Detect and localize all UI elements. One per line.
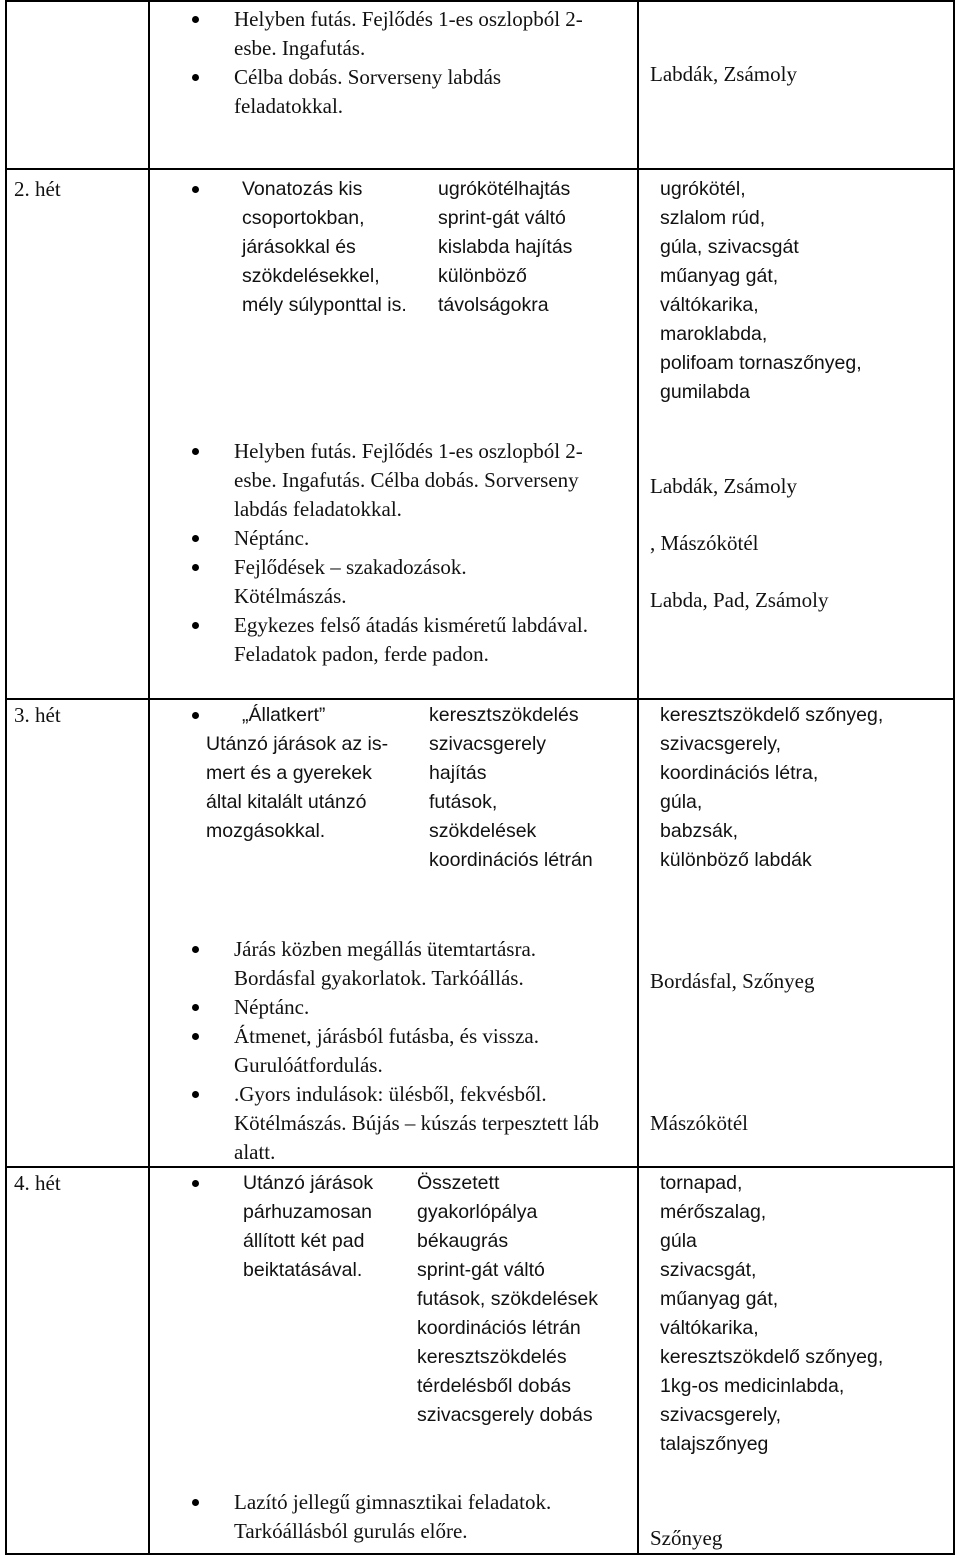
list-item: [192, 1488, 622, 1546]
exercise-line: térdelésből dobás: [417, 1375, 571, 1397]
week-label-text: 2. hét: [14, 177, 61, 201]
equipment-list: [660, 701, 950, 875]
exercise-line: futások,: [429, 791, 498, 813]
equipment-list: [660, 1169, 950, 1459]
activity-item-text: .Gyors indulások: ülésből, fekvésből. Kötélmászás. Bújás – kúszás terpesztett láb alatt.: [234, 1082, 600, 1164]
activity-list: [192, 1488, 632, 1546]
exercise-list: [438, 175, 633, 320]
activity-line: Utánzó járások az is-: [206, 733, 389, 755]
table-border-right: [953, 0, 955, 1555]
table-border-left: [5, 0, 7, 1555]
list-item: [192, 701, 422, 730]
exercise-line: szivacsgerely dobás: [417, 1404, 593, 1426]
equipment-line: szivacsgerely,: [660, 733, 782, 755]
list-item: [192, 437, 622, 524]
equipment-line: keresztszökdelő szőnyeg,: [660, 1346, 884, 1368]
exercise-list: [417, 1169, 635, 1430]
equipment-line: koordinációs létra,: [660, 762, 819, 784]
activity-item-text: Utánzó járások párhuzamosan állított két pad beiktatásával.: [243, 1172, 374, 1281]
equipment-line: szivacsgerely,: [660, 1404, 782, 1426]
activity-item-text: Átmenet, járásból futásba, és vissza. Gurulóátfordulás.: [234, 1024, 539, 1077]
week-label-text: 3. hét: [14, 703, 61, 727]
exercise-list: [429, 701, 634, 875]
exercise-line: futások, szökdelések: [417, 1288, 599, 1310]
week-label: [14, 701, 61, 730]
equipment-line: műanyag gát,: [660, 1288, 779, 1310]
equipment-line: mérőszalag,: [660, 1201, 767, 1223]
activity-list: [192, 5, 632, 121]
equipment-line: ugrókötél,: [660, 178, 746, 200]
exercise-line: keresztszökdelés: [429, 704, 579, 726]
activity-item-text: Helyben futás. Fejlődés 1-es oszlopból 2-esbe. Ingafutás.: [234, 7, 583, 60]
list-item: [192, 553, 532, 611]
equipment-cell: [650, 967, 950, 1138]
equipment-line: gúla, szivacsgát: [660, 236, 799, 258]
activity-item-text: Helyben futás. Fejlődés 1-es oszlopból 2-esbe. Ingafutás. Célba dobás. Sorverseny labdás feladatokkal.: [234, 439, 583, 521]
equipment-line: Bordásfal, Szőnyeg: [650, 969, 815, 993]
activity-description: [192, 730, 422, 846]
activity-list: [192, 935, 632, 1167]
equipment-line: 1kg-os medicinlabda,: [660, 1375, 845, 1397]
equipment-line: , Mászókötél: [650, 531, 759, 555]
list-item: [192, 935, 612, 993]
column-divider: [148, 0, 150, 1555]
week-label: [14, 1169, 61, 1198]
equipment-line: Labda, Pad, Zsámoly: [650, 588, 829, 612]
activity-list: [192, 701, 422, 846]
activity-item-text: Vonatozás kis csoportokban, járásokkal és szökdelésekkel, mély súlyponttal is.: [242, 178, 407, 316]
exercise-line: koordinációs létrán: [417, 1317, 581, 1339]
activity-item-text: Célba dobás. Sorverseny labdás feladatokkal.: [234, 65, 502, 118]
activity-item-text: Lazító jellegű gimnasztikai feladatok. Tarkóállásból gurulás előre.: [234, 1490, 552, 1543]
list-item: [192, 993, 632, 1022]
activity-list: [192, 1169, 412, 1285]
equipment-line: gumilabda: [660, 381, 750, 403]
equipment-line: váltókarika,: [660, 294, 759, 316]
equipment-cell: [650, 1524, 950, 1553]
equipment-line: gúla: [660, 1230, 697, 1252]
exercise-line: hajítás: [429, 762, 487, 784]
equipment-line: váltókarika,: [660, 1317, 759, 1339]
list-item: [192, 524, 632, 553]
exercise-line: különböző: [438, 265, 527, 287]
equipment-line: tornapad,: [660, 1172, 743, 1194]
list-item: [192, 1080, 632, 1167]
row-divider: [5, 168, 955, 170]
exercise-line: távolságokra: [438, 294, 549, 316]
activity-item-text: Néptánc.: [234, 526, 310, 550]
activity-list: [192, 175, 422, 320]
list-item: [192, 1022, 612, 1080]
equipment-line: szlalom rúd,: [660, 207, 766, 229]
equipment-line: Mászókötél: [650, 1111, 748, 1135]
activity-line: mert és a gyerekek: [206, 762, 372, 784]
equipment-line: polifoam tornaszőnyeg,: [660, 352, 862, 374]
exercise-line: kislabda hajítás: [438, 236, 573, 258]
list-item: [192, 1169, 407, 1285]
week-label: [14, 175, 61, 204]
equipment-cell: [650, 60, 950, 89]
column-divider: [637, 0, 639, 1555]
activity-list: [192, 437, 632, 669]
equipment-line: gúla,: [660, 791, 703, 813]
activity-title: „Állatkert”: [242, 704, 326, 726]
exercise-line: koordinációs létrán: [429, 849, 593, 871]
equipment-text: Labdák, Zsámoly: [650, 62, 797, 86]
equipment-line: műanyag gát,: [660, 265, 779, 287]
equipment-line: talajszőnyeg: [660, 1433, 769, 1455]
exercise-line: sprint-gát váltó: [438, 207, 566, 229]
activity-item-text: Járás közben megállás ütemtartásra. Bordásfal gyakorlatok. Tarkóállás.: [234, 937, 537, 990]
equipment-line: maroklabda,: [660, 323, 768, 345]
equipment-cell: [650, 472, 950, 615]
exercise-line: szivacsgerely: [429, 733, 547, 755]
table-border-bottom: [5, 1553, 955, 1555]
exercise-line: békaugrás: [417, 1230, 509, 1252]
activity-item-text: Egykezes felső átadás kisméretű labdával. Feladatok padon, ferde padon.: [234, 613, 588, 666]
exercise-line: szökdelések: [429, 820, 537, 842]
equipment-line: Szőnyeg: [650, 1526, 723, 1550]
row-divider: [5, 698, 955, 700]
exercise-line: Összetett: [417, 1172, 500, 1194]
exercise-line: ugrókötélhajtás: [438, 178, 571, 200]
equipment-line: különböző labdák: [660, 849, 812, 871]
exercise-line: keresztszökdelés: [417, 1346, 567, 1368]
equipment-list: [660, 175, 950, 407]
row-divider: [5, 0, 955, 2]
equipment-line: keresztszökdelő szőnyeg,: [660, 704, 884, 726]
list-item: [192, 5, 622, 63]
activity-item-text: Néptánc.: [234, 995, 310, 1019]
list-item: [192, 611, 592, 669]
equipment-line: Labdák, Zsámoly: [650, 474, 797, 498]
week-label-text: 4. hét: [14, 1171, 61, 1195]
list-item: [192, 63, 582, 121]
exercise-line: gyakorlópálya: [417, 1201, 538, 1223]
equipment-line: szivacsgát,: [660, 1259, 757, 1281]
activity-line: által kitalált utánzó: [206, 791, 367, 813]
exercise-line: sprint-gát váltó: [417, 1259, 545, 1281]
activity-line: mozgásokkal.: [206, 820, 326, 842]
equipment-line: babzsák,: [660, 820, 739, 842]
list-item: [192, 175, 420, 320]
activity-item-text: Fejlődések – szakadozások. Kötélmászás.: [234, 555, 467, 608]
